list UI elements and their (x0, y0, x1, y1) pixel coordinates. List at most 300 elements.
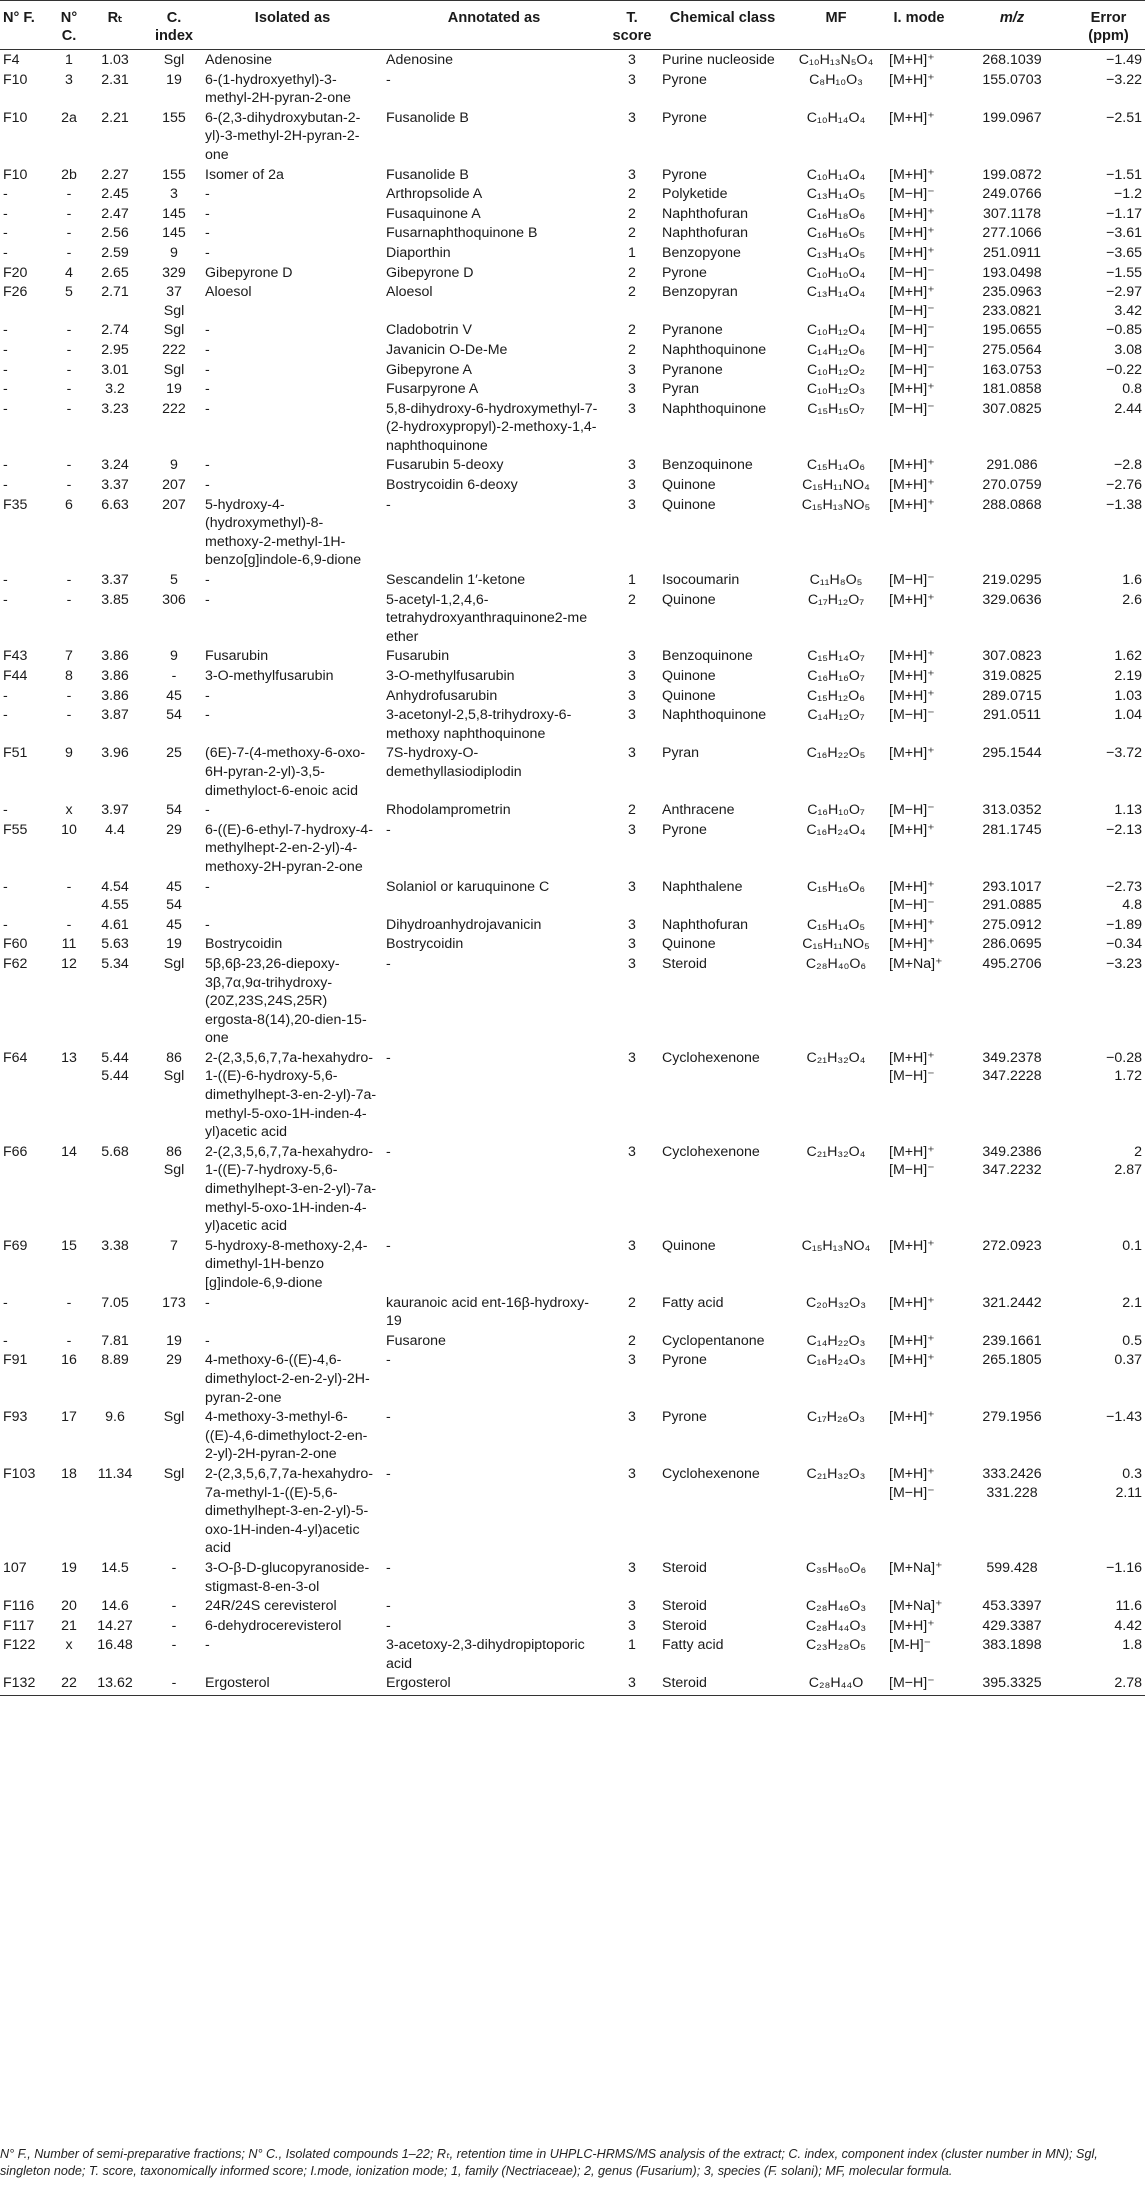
cell-mz: 307.0823 (982, 648, 1042, 665)
cell-chemclass: Naphthoquinone (662, 400, 767, 417)
cell-tscore: 3 (628, 1598, 636, 1615)
cell-imode: [M−H]⁻ (889, 707, 935, 724)
cell-tscore: 3 (628, 457, 636, 474)
cell-cindex: 329 (162, 264, 186, 281)
cell-annotated: 5-acetyl-1,2,4,6-tetrahydroxyanthraquinone2-me ether (386, 591, 588, 645)
cell-nf: - (3, 225, 8, 242)
cell-tscore: 3 (628, 1143, 636, 1160)
cell-mf: C₁₆H₂₄O₄ (806, 821, 866, 838)
cell-mz: 279.1956 (982, 1409, 1042, 1426)
cell-isolated: 4-methoxy-3-methyl-6-((E)-4,6-dimethyloct-2-en-2-yl)-2H-pyran-2-one (205, 1409, 368, 1463)
cell-nc: - (66, 361, 72, 378)
cell-nc: 7 (65, 648, 73, 665)
cell-nf: - (3, 572, 8, 589)
table-row (0, 1293, 1145, 1331)
cell-annotated: Rhodolamprometrin (386, 802, 511, 819)
cell-cindex: 222 (162, 341, 186, 358)
cell-rt: 2.47 (101, 205, 129, 222)
cell-cindex: 207 (162, 496, 186, 513)
cell-mf: C₁₃H₁₄O₅ (806, 244, 866, 261)
cell-tscore: 3 (628, 745, 636, 762)
cell-nc: 1 (65, 52, 73, 68)
cell-imode: [M−H]⁻ (889, 572, 935, 589)
cell-error: −0.22 (1106, 361, 1142, 378)
cell-nf: - (3, 916, 8, 933)
cell-error (1072, 1048, 1145, 1142)
cell-tscore: 1 (628, 1637, 636, 1654)
cell-mf: C₁₃H₁₄O₄ (806, 284, 866, 301)
cell-isolated: 3-O-β-D-glucopyranoside-stigmast-8-en-3-ol (205, 1559, 370, 1595)
cell-isolated: 6-(2,3-dihydroxybutan-2-yl)-3-methyl-2H-pyran-2-one (205, 109, 361, 163)
cell-mf: C₁₇H₂₆O₃ (806, 1409, 866, 1426)
cell-error: 2.19 (1114, 668, 1142, 684)
cell-line: 54 (166, 897, 182, 914)
cell-annotated: Javanicin O-De-Me (386, 341, 508, 358)
cell-tscore: 3 (628, 1559, 636, 1576)
cell-tscore: 3 (628, 936, 636, 953)
cell-mz: 249.0766 (982, 186, 1042, 203)
cell-mf: C₁₅H₁₃NO₄ (801, 1237, 871, 1254)
cell-error (1072, 1464, 1145, 1558)
cell-tscore: 3 (628, 400, 636, 417)
cell-imode: [M+Na]⁺ (889, 955, 943, 972)
cell-error: 2.1 (1122, 1294, 1142, 1311)
cell-annotated: 7S-hydroxy-O-demethyllasiodiplodin (386, 745, 522, 780)
cell-tscore: 3 (628, 1617, 636, 1634)
cell-line: 3.42 (1114, 302, 1142, 319)
cell-nf: F62 (3, 955, 28, 972)
cell-nf: - (3, 687, 8, 704)
cell-rt: 5.63 (101, 936, 129, 953)
cell-nc: 5 (65, 284, 73, 301)
cell-annotated: Cladobotrin V (386, 322, 472, 339)
cell-line: 4.8 (1122, 897, 1142, 914)
cell-nc: - (66, 400, 72, 417)
cell-isolated: 6-(1-hydroxyethyl)-3-methyl-2H-pyran-2-one (205, 71, 351, 107)
cell-tscore: 2 (628, 341, 636, 358)
table-row (0, 954, 1145, 1048)
cell-mz: 291.086 (986, 457, 1038, 474)
cell-tscore: 3 (628, 878, 636, 895)
cell-imode: [M+H]⁺ (889, 52, 935, 68)
cell-imode: [M+H]⁺ (889, 477, 935, 494)
cell-error: −1.17 (1106, 205, 1142, 222)
cell-rt (84, 1048, 146, 1142)
table-row (0, 570, 1145, 590)
cell-line: 86 (166, 1049, 182, 1066)
cell-mz: 251.0911 (982, 244, 1042, 261)
cell-annotated: Fusanolide B (386, 166, 469, 183)
cell-error: 1.04 (1114, 707, 1142, 724)
cell-nf: - (3, 322, 8, 339)
cell-nc: 18 (61, 1465, 77, 1482)
cell-nf: - (3, 205, 8, 222)
table-header-row (0, 1, 1145, 50)
table-row (0, 915, 1145, 935)
cell-nf: F91 (3, 1352, 28, 1369)
cell-chemclass: Pyrone (662, 71, 707, 88)
table-row (0, 204, 1145, 224)
cell-nf: F116 (3, 1598, 35, 1615)
cell-error: 1.62 (1114, 648, 1142, 665)
cell-error: −0.34 (1106, 936, 1142, 953)
cell-nc: x (65, 1637, 73, 1654)
cell-error: −1.55 (1106, 264, 1142, 281)
cell-isolated: 5-hydroxy-4-(hydroxymethyl)-8-methoxy-2-methyl-1H-benzo[g]indole-6,9-dione (205, 496, 362, 569)
cell-nc: 2b (61, 166, 77, 183)
cell-annotated: Arthropsolide A (386, 186, 483, 203)
cell-nf: F66 (3, 1143, 28, 1160)
cell-line: [M+H]⁺ (889, 878, 935, 895)
cell-cindex: 155 (162, 166, 186, 183)
table-row (0, 455, 1145, 475)
table-row (0, 800, 1145, 820)
table-row (0, 165, 1145, 185)
cell-rt: 2.21 (101, 109, 129, 126)
cell-line: 86 (166, 1143, 182, 1160)
cell-mz: 313.0352 (982, 802, 1042, 819)
cell-error: −2.76 (1106, 477, 1142, 494)
cell-tscore: 3 (628, 52, 636, 68)
cell-line: 291.0885 (982, 897, 1042, 914)
cell-chemclass: Quinone (662, 668, 716, 684)
table-row (0, 705, 1145, 743)
cell-annotated: - (386, 1465, 391, 1482)
cell-line: [M+H]⁺ (889, 1465, 935, 1482)
table-row (0, 1236, 1145, 1293)
cell-cindex: 155 (162, 109, 186, 126)
cell-nc: - (66, 572, 72, 589)
cell-annotated: Fusarubin 5-deoxy (386, 457, 504, 474)
cell-isolated: - (205, 1637, 210, 1654)
cell-rt: 8.89 (101, 1352, 129, 1369)
cell-chemclass: Quinone (662, 687, 716, 704)
cell-rt: 5.68 (101, 1143, 129, 1160)
cell-nf: - (3, 878, 8, 895)
cell-isolated: - (205, 381, 210, 398)
cell-line: −2.73 (1106, 878, 1142, 895)
cell-tscore: 1 (628, 572, 636, 589)
cell-nf: - (3, 361, 8, 378)
table-row (0, 340, 1145, 360)
cell-mf: C₂₈H₄₀O₆ (805, 955, 867, 972)
cell-annotated: Ergosterol (383, 1673, 605, 1695)
cell-isolated: - (205, 361, 210, 378)
cell-cindex (146, 1142, 202, 1236)
cell-chemclass: Cyclohexenone (662, 1465, 760, 1482)
cell-annotated: Aloesol (386, 284, 433, 301)
cell-nf: F55 (3, 821, 28, 838)
cell-cindex: - (146, 1673, 202, 1695)
cell-nc: 17 (61, 1409, 77, 1426)
cell-mz: 272.0923 (982, 1237, 1042, 1254)
cell-annotated: - (386, 1049, 391, 1066)
cell-line: [M+H]⁺ (889, 284, 935, 301)
cell-tscore: 3 (628, 1049, 636, 1066)
cell-isolated: Adenosine (205, 52, 273, 68)
table-row (0, 1048, 1145, 1142)
cell-line: 347.2228 (982, 1068, 1042, 1085)
cell-chemclass: Steroid (659, 1673, 786, 1695)
cell-tscore: 3 (628, 955, 636, 972)
cell-imode: [M+H]⁺ (889, 1352, 935, 1369)
cell-rt: 13.62 (84, 1673, 146, 1695)
table-row (0, 70, 1145, 108)
cell-line: 5.44 (101, 1068, 129, 1085)
cell-mz: 268.1039 (982, 52, 1042, 68)
cell-nc: - (66, 1332, 72, 1349)
cell-chemclass: Steroid (662, 1559, 707, 1576)
cell-nf: - (3, 457, 8, 474)
cell-mz: 199.0872 (982, 166, 1042, 183)
cell-error (1072, 877, 1145, 915)
cell-imode: [M+H]⁺ (889, 166, 935, 183)
cell-nc: - (66, 244, 72, 261)
cell-tscore: 2 (628, 1294, 636, 1311)
cell-isolated: (6E)-7-(4-methoxy-6-oxo-6H-pyran-2-yl)-3,5-dimethyloct-6-enoic acid (205, 745, 366, 799)
table-row (0, 475, 1145, 495)
cell-cindex: 306 (162, 591, 186, 608)
cell-rt: 3.38 (101, 1237, 129, 1254)
cell-imode: [M−H]⁻ (886, 1673, 952, 1695)
cell-isolated: - (205, 205, 210, 222)
cell-rt: 4.4 (105, 821, 125, 838)
cell-annotated: 3-O-methylfusarubin (386, 668, 515, 684)
header-isolated: Isolated as (202, 1, 383, 50)
cell-isolated: 6-((E)-6-ethyl-7-hydroxy-4-methylhept-2-en-2-yl)-4-methoxy-2H-pyran-2-one (205, 821, 373, 875)
cell-isolated: Bostrycoidin (205, 936, 283, 953)
table-row (0, 1350, 1145, 1407)
cell-cindex: 173 (162, 1294, 186, 1311)
cell-mf: C₂₈H₄₄O₃ (805, 1617, 867, 1634)
cell-mf: C₁₀H₁₄O₄ (806, 109, 866, 126)
cell-annotated: Fusarnaphthoquinone B (386, 225, 538, 242)
cell-error: −1.49 (1106, 52, 1142, 68)
cell-line: 5.44 (101, 1049, 129, 1066)
cell-nf: - (3, 1332, 8, 1349)
cell-mz: 219.0295 (982, 572, 1042, 589)
cell-mf: C₂₈H₄₆O₃ (805, 1598, 867, 1615)
cell-rt: 2.65 (101, 264, 129, 281)
cell-isolated: - (205, 687, 210, 704)
cell-line: Sgl (163, 1162, 185, 1179)
cell-isolated: Isomer of 2a (205, 166, 284, 183)
cell-imode: [M+H]⁺ (889, 1332, 935, 1349)
table-row (0, 50, 1145, 70)
cell-tscore: 3 (628, 687, 636, 704)
cell-rt: 7.05 (101, 1294, 129, 1311)
cell-chemclass: Fatty acid (662, 1294, 724, 1311)
cell-rt: 5.34 (101, 955, 129, 972)
table-body (0, 50, 1145, 1696)
cell-rt: 2.27 (101, 166, 129, 183)
cell-error: 1.13 (1114, 802, 1142, 819)
cell-chemclass: Steroid (662, 1598, 707, 1615)
cell-nf: - (3, 802, 8, 819)
table-row (0, 1673, 1145, 1695)
cell-line: [M−H]⁻ (889, 1162, 935, 1179)
cell-rt: 3.96 (101, 745, 129, 762)
cell-rt: 14.5 (101, 1559, 129, 1576)
cell-nc: 21 (61, 1617, 77, 1634)
cell-mf: C₁₅H₁₂O₆ (806, 687, 866, 704)
cell-cindex: 19 (166, 1332, 182, 1349)
cell-error (1072, 1142, 1145, 1236)
cell-isolated: Aloesol (205, 284, 252, 301)
cell-annotated: - (386, 1409, 391, 1426)
cell-annotated: Fusaquinone A (386, 205, 481, 222)
cell-tscore: 3 (628, 1465, 636, 1482)
cell-nf: F93 (3, 1409, 28, 1426)
cell-annotated: Fusanolide B (386, 109, 469, 126)
cell-nf: F10 (3, 71, 28, 88)
table-row (0, 1142, 1145, 1236)
cell-mz: 155.0703 (982, 71, 1042, 88)
cell-tscore: 3 (628, 71, 636, 88)
cell-line: 333.2426 (982, 1465, 1042, 1482)
cell-imode: [M+H]⁺ (889, 244, 935, 261)
cell-rt: 3.97 (101, 802, 129, 819)
cell-mz: 307.1178 (982, 205, 1042, 222)
cell-mf: C₂₀H₃₂O₃ (806, 1294, 866, 1311)
cell-nc: - (66, 591, 72, 608)
cell-isolated: Gibepyrone D (205, 264, 293, 281)
cell-cindex: Sgl (163, 322, 185, 339)
cell-imode: [M+H]⁺ (889, 71, 935, 88)
cell-chemclass: Naphthofuran (662, 205, 748, 222)
cell-rt: 3.86 (101, 648, 129, 665)
cell-error: −2.13 (1106, 821, 1142, 838)
cell-isolated: - (205, 400, 210, 417)
cell-isolated: - (205, 572, 210, 589)
cell-mf: C₁₆H₂₂O₅ (806, 745, 866, 762)
cell-nc: 16 (61, 1352, 77, 1369)
header-mz: m/z (952, 1, 1072, 50)
cell-cindex: 9 (170, 244, 178, 261)
cell-error: 1.03 (1114, 687, 1142, 704)
cell-chemclass: Steroid (662, 1617, 707, 1634)
cell-nc: - (66, 457, 72, 474)
table-row (0, 1464, 1145, 1558)
cell-tscore: 3 (605, 1673, 659, 1695)
cell-mz: 295.1544 (982, 745, 1042, 762)
table-row (0, 1596, 1145, 1616)
cell-mf: C₁₀H₁₂O₄ (806, 322, 866, 339)
cell-chemclass: Quinone (662, 1237, 716, 1254)
cell-mz: 395.3325 (952, 1673, 1072, 1695)
cell-chemclass: Pyrone (662, 821, 707, 838)
table-row (0, 646, 1145, 666)
cell-mf: C₁₄H₂₂O₃ (806, 1332, 866, 1349)
cell-rt: 2.45 (101, 186, 129, 203)
cell-rt: 2.56 (101, 225, 129, 242)
cell-nf: F10 (3, 109, 28, 126)
cell-nc: - (66, 205, 72, 222)
cell-mz: 275.0564 (982, 341, 1042, 358)
cell-nf: F122 (3, 1637, 36, 1654)
cell-error: −3.61 (1106, 225, 1142, 242)
cell-imode: [M+H]⁺ (889, 1294, 935, 1311)
cell-nc: - (66, 341, 72, 358)
cell-tscore: 3 (628, 477, 636, 494)
cell-chemclass: Pyran (662, 745, 700, 762)
cell-tscore: 3 (628, 707, 636, 724)
cell-imode: [M+H]⁺ (889, 457, 935, 474)
cell-isolated: - (205, 341, 210, 358)
cell-chemclass: Quinone (662, 591, 716, 608)
cell-tscore: 3 (628, 496, 636, 513)
cell-mz: 289.0715 (982, 687, 1042, 704)
cell-isolated: - (205, 244, 210, 261)
cell-tscore: 3 (628, 821, 636, 838)
cell-nf: - (3, 1294, 8, 1311)
cell-nf: F44 (3, 668, 28, 684)
cell-cindex: 54 (166, 802, 182, 819)
cell-mz: 307.0825 (982, 400, 1042, 417)
cell-annotated: Fusarone (386, 1332, 446, 1349)
header-imode: I. mode (886, 1, 952, 50)
cell-cindex: 29 (166, 821, 182, 838)
cell-chemclass: Pyranone (662, 322, 723, 339)
cell-rt: 16.48 (97, 1637, 133, 1654)
cell-imode: [M+H]⁺ (889, 821, 935, 838)
cell-cindex: 9 (170, 457, 178, 474)
cell-tscore: 1 (628, 244, 636, 261)
cell-cindex: 5 (170, 572, 178, 589)
cell-nc: 9 (65, 745, 73, 762)
cell-nf: - (3, 186, 8, 203)
cell-mf: C₁₅H₁₄O₇ (807, 648, 865, 665)
cell-line: 331.228 (986, 1484, 1038, 1501)
cell-mf: C₁₃H₁₄O₅ (806, 186, 866, 203)
cell-nc: - (66, 707, 72, 724)
table-row (0, 184, 1145, 204)
cell-line: [M+H]⁺ (889, 1143, 935, 1160)
cell-chemclass: Polyketide (662, 186, 728, 203)
cell-tscore: 2 (628, 264, 636, 281)
cell-imode: [M+H]⁺ (889, 205, 935, 222)
cell-isolated: 2-(2,3,5,6,7,7a-hexahydro-1-((E)-6-hydroxy-5,6-dimethylhept-3-en-2-yl)-7a-methyl-5-oxo-1H-inden-4-yl)acetic acid (205, 1049, 377, 1141)
cell-tscore: 3 (628, 648, 636, 665)
cell-nc: - (66, 916, 72, 933)
cell-tscore: 2 (628, 1332, 636, 1349)
cell-mz: 199.0967 (982, 109, 1042, 126)
cell-mf: C₂₁H₃₂O₄ (806, 1143, 866, 1160)
cell-mf: C₁₅H₁₄O₅ (806, 916, 866, 933)
cell-nc: - (66, 381, 72, 398)
cell-tscore: 2 (628, 284, 636, 301)
cell-cindex: - (171, 1637, 177, 1654)
cell-nc: 14 (61, 1143, 77, 1160)
table-row (0, 743, 1145, 800)
cell-imode: [M+H]⁺ (889, 1237, 935, 1254)
cell-annotated: - (386, 1143, 391, 1160)
cell-isolated: - (205, 591, 210, 608)
cell-mf: C₁₅H₁₄O₆ (806, 457, 866, 474)
cell-annotated: Gibepyrone D (386, 264, 474, 281)
cell-line: [M−H]⁻ (889, 1068, 935, 1085)
cell-nc: x (65, 802, 73, 819)
cell-line: 1.72 (1114, 1068, 1142, 1085)
cell-imode: [M+H]⁺ (889, 109, 935, 126)
cell-annotated: kauranoic acid ent-16β-hydroxy-19 (386, 1294, 589, 1330)
cell-line: 4.54 (101, 878, 129, 895)
cell-mf: C₁₄H₁₂O₇ (807, 707, 865, 724)
cell-error (1072, 282, 1145, 320)
cell-error: −0.85 (1106, 322, 1142, 339)
cell-rt: 3.37 (101, 572, 129, 589)
cell-isolated: 5-hydroxy-8-methoxy-2,4-dimethyl-1H-benzo [g]indole-6,9-dione (205, 1237, 368, 1291)
